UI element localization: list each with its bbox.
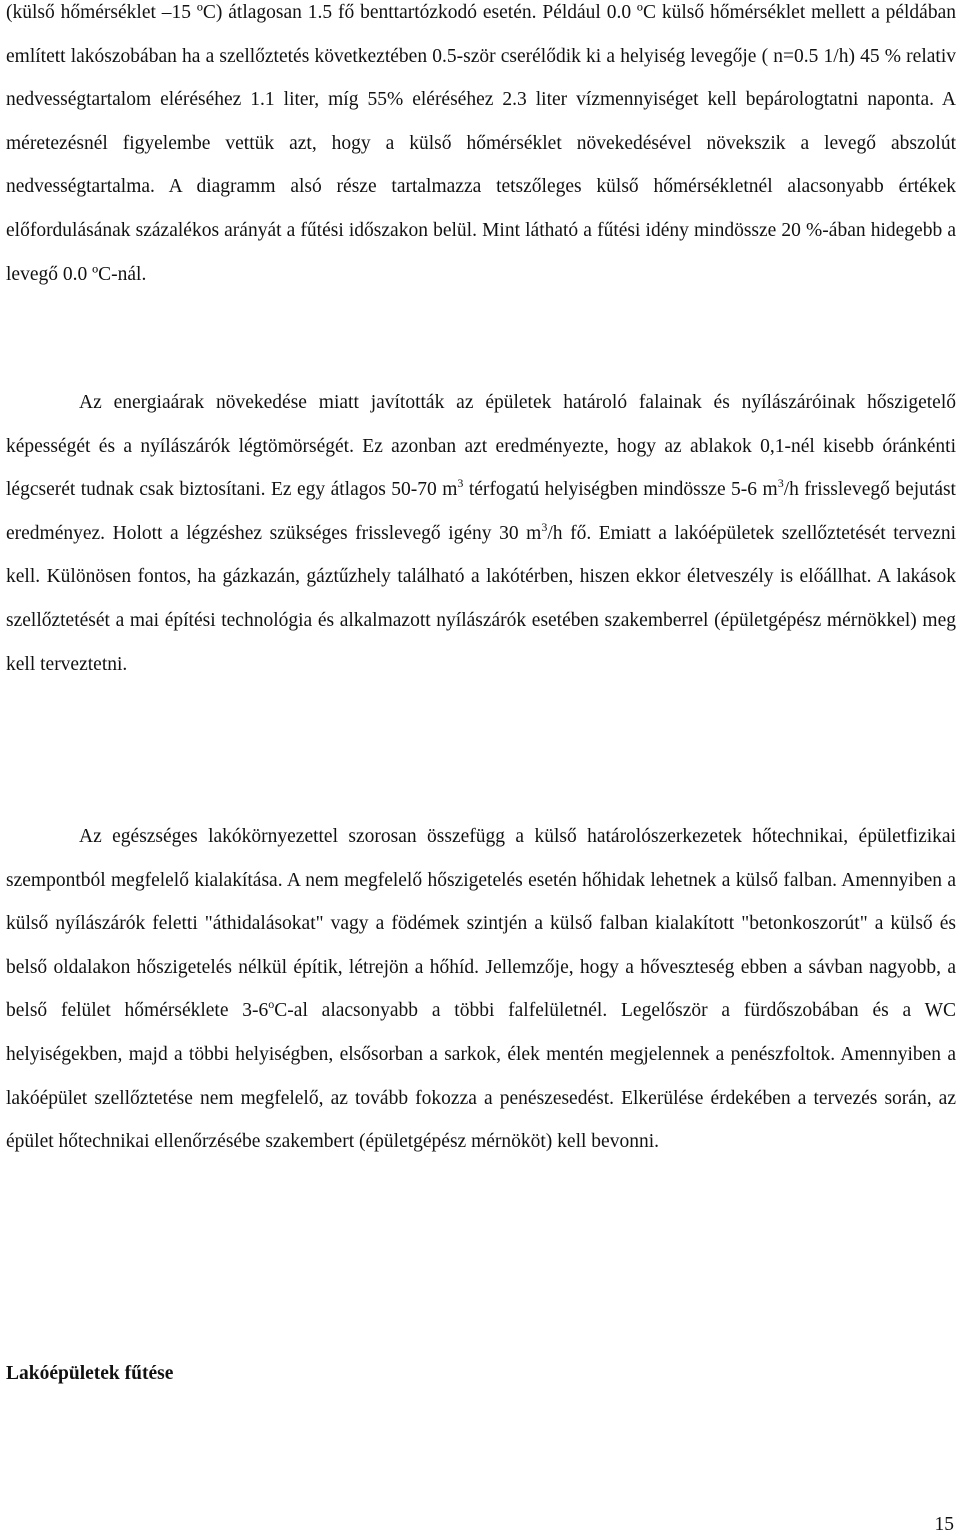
paragraph-text: /h fő. Emiatt a lakóépületek szellőztetését tervezni kell. Különösen fontos, ha gázkazán, gáztűzhely található a lakótérben, hiszen ekkor életveszély is előállhat. A lakások szellőztetését a mai építési technológia és alkalmazott nyílászárók esetében szakemberrel (épületgépész mérnökkel) meg kell terveztetni. bbox=[6, 522, 956, 675]
page-number: 15 bbox=[934, 1514, 954, 1535]
paragraph-text: (külső hőmérséklet –15 ºC) átlagosan 1.5 fő benttartózkodó esetén. Például 0.0 ºC külső hőmérséklet mellett a példában említett lakószobában ha a szellőztetés következtében 0.5-ször cserélődik ki a helyiség levegője ( n=0.5 1/h) 45 % relativ nedvességtartalom eléréséhez 1.1 liter, míg 55% eléréséhez 2.3 liter vízmennyiséget kell bepárologtatni naponta. A méretezésnél figyelembe vettük azt, hogy a külső hőmérséklet növekedésével növekszik a levegő abszolút nedvességtartalma. A diagramm alsó része tartalmazza tetszőleges külső hőmérsékletnél alacsonyabb értékek előfordulásának százalékos arányát a fűtési időszakon belül. Mint látható a fűtési idény mindössze 20 %-ában hidegebb a levegő 0.0 ºC-nál. bbox=[6, 2, 956, 285]
superscript-degree: o bbox=[268, 997, 275, 1012]
paragraph-text: C-al alacsonyabb a többi falfelületnél. Legelőször a fürdőszobában és a WC helyiségekben, majd a többi helyiségben, elsősorban a sarkok, élek mentén megjelennek a penészfoltok. Amennyiben a lakóépület szellőztetése nem megfelelő, az tovább fokozza a penészesedést. Elkerülése érdekében a tervezés során, az épület hőtechnikai ellenőrzésébe szakembert (épületgépész mérnököt) kell bevonni. bbox=[6, 1000, 956, 1153]
paragraph-text: /h frisslevegő bejutást eredményez. Holott a légzéshez szükséges frisslevegő igény 30 m bbox=[6, 479, 956, 544]
paragraph-thermal-bridges bbox=[6, 815, 956, 1164]
superscript-cubic: 3 bbox=[457, 476, 464, 491]
paragraph-text: Az egészséges lakókörnyezettel szorosan összefügg a külső határolószerkezetek hőtechnikai, épületfizikai szempontból megfelelő kialakítása. A nem megfelelő hőszigetelés esetén hőhidak lehetnek a külső falban. Amennyiben a külső nyílászárók feletti "áthidalásokat" vagy a födémek szintjén a külső falban kialakított "betonkoszorút" a külső és belső oldalakon hőszigetelés nélkül építik, létrejön a hőhíd. Jellemzője, hogy a hőveszteség ebben a sávban nagyobb, a belső felület hőmérséklete 3-6 bbox=[6, 826, 956, 1022]
paragraph-text: térfogatú helyiségben mindössze 5-6 m bbox=[463, 479, 778, 501]
section-heading: Lakóépületek fűtése bbox=[6, 1363, 174, 1384]
superscript-cubic: 3 bbox=[777, 476, 784, 491]
superscript-cubic: 3 bbox=[541, 519, 548, 534]
paragraph-energy-prices bbox=[6, 381, 956, 686]
paragraph-text: Az energiaárak növekedése miatt javították az épületek határoló falainak és nyílászáróinak hőszigetelő képességét és a nyílászárók légtömörségét. Ez azonban azt eredményezte, hogy az ablakok 0,1-nél kisebb óránkénti légcserét tudnak csak biztosítani. Ez egy átlagos 50-70 m bbox=[6, 392, 956, 501]
paragraph-humidity-calculation bbox=[6, 0, 956, 296]
